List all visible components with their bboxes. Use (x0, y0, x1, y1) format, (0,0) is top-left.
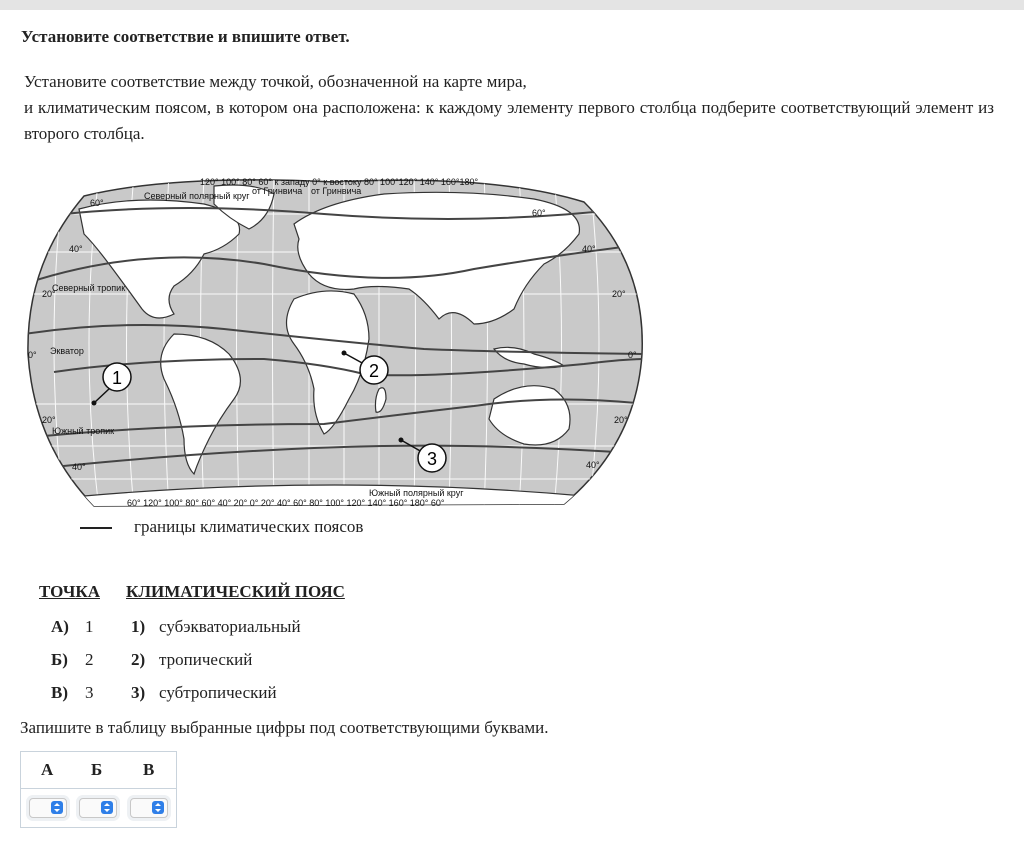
label-south-circle: Южный полярный круг (369, 488, 464, 498)
task-text-line2: и климатическим поясом, в котором она расположена: к каждому элементу первого столбца подберите соответствующий элемент из второго столбца. (24, 98, 994, 143)
world-map (24, 174, 646, 510)
map-point-3-label: 3 (426, 449, 438, 469)
legend-line-symbol (80, 527, 112, 529)
right-item-1: 1) субэкваториальный (131, 617, 301, 636)
map-point-1-label: 1 (111, 368, 123, 388)
lat-40s-left: 40° (72, 462, 86, 472)
lat-20s-left: 20° (42, 415, 56, 425)
answer-select-a[interactable] (29, 798, 67, 818)
answer-header-c: В (143, 760, 155, 779)
column-header-climate: КЛИМАТИЧЕСКИЙ ПОЯС (126, 582, 345, 601)
left-item-a: А) 1 (51, 617, 94, 636)
label-north-tropic: Северный тропик (52, 283, 126, 293)
task-text-line1: Установите соответствие между точкой, обозначенной на карте мира, (24, 72, 527, 91)
answer-select-b[interactable] (79, 798, 117, 818)
top-bar (0, 0, 1024, 10)
lat-0-left: 0° (28, 350, 37, 360)
map-point-2-label: 2 (368, 361, 380, 381)
map-top-degrees: 120° 100° 80° 60° к западу 0° к востоку 80° 100°120° 140° 160°180° (200, 177, 479, 187)
answer-header-b: Б (91, 760, 103, 779)
world-map-svg (24, 174, 646, 510)
answer-header-a: А (41, 760, 54, 779)
select-arrows-icon (152, 801, 164, 814)
answer-table-header (21, 752, 176, 789)
select-arrows-icon (51, 801, 63, 814)
task-title: Установите соответствие и впишите ответ. (21, 27, 350, 46)
label-south-tropic: Южный тропик (52, 426, 115, 436)
label-north-circle: Северный полярный круг (144, 191, 250, 201)
left-item-c: В) 3 (51, 683, 94, 702)
lat-40n-right: 40° (582, 244, 596, 254)
answer-instruction: Запишите в таблицу выбранные цифры под соответствующими буквами. (20, 718, 549, 737)
map-top-gr2: от Гринвича (311, 186, 362, 196)
map-legend (80, 517, 363, 537)
label-equator: Экватор (50, 346, 84, 356)
map-top-gr1: от Гринвича (252, 186, 303, 196)
left-item-b: Б) 2 (51, 650, 94, 669)
lat-20n-left: 20° (42, 289, 56, 299)
answer-select-c[interactable] (130, 798, 168, 818)
lat-20s-right: 20° (614, 415, 628, 425)
legend-text: границы климатических поясов (134, 517, 364, 536)
lat-60n-right: 60° (532, 208, 546, 218)
right-item-3: 3) субтропический (131, 683, 277, 702)
column-header-point: ТОЧКА (39, 582, 100, 601)
lat-40n-left: 40° (69, 244, 83, 254)
map-bottom-degrees: 60° 120° 100° 80° 60° 40° 20° 0° 20° 40° 60° 80° 100° 120° 140° 160° 180° 60° (127, 498, 445, 508)
task-text (24, 69, 994, 147)
select-arrows-icon (101, 801, 113, 814)
lat-40s-right: 40° (586, 460, 600, 470)
lat-60n-left: 60° (90, 198, 104, 208)
right-item-2: 2) тропический (131, 650, 253, 669)
lat-0-right: 0° (628, 350, 637, 360)
answer-table (20, 751, 177, 828)
lat-20n-right: 20° (612, 289, 626, 299)
